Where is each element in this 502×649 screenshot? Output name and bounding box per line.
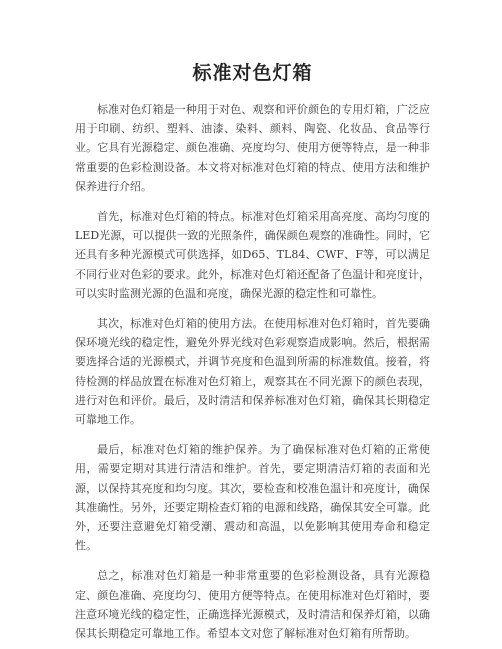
paragraph-intro: 标准对色灯箱是一种用于对色、观察和评价颜色的专用灯箱，广泛应用于印刷、纺织、塑料、油漆、染料、颜料、陶瓷、化妆品、食品等行业。它具有光源稳定、颜色准确、亮度均匀、使用方便等特点，是一种非常重要的色彩检测设备。本文将对标准对色灯箱的特点、使用方法和维护保养进行介绍。 <box>75 103 430 193</box>
paragraph-usage: 其次，标准对色灯箱的使用方法。在使用标准对色灯箱时，首先要确保环境光线的稳定性，避免外界光线对色彩观察造成影响。然后，根据需要选择合适的光源模式，并调节亮度和色温到所需的标准数值。接着，将待检测的样品放置在标准对色灯箱上，观察其在不同光源下的颜色表现，进行对色和评价。最后，及时清洁和保养标准对色灯箱，确保其长期稳定可靠地工作。 <box>75 317 430 427</box>
paragraph-maintenance: 最后，标准对色灯箱的维护保养。为了确保标准对色灯箱的正常使用，需要定期对其进行清洁和维护。首先，要定期清洁灯箱的表面和光源，以保持其亮度和均匀度。其次，要检查和校准色温计和亮度计，确保其准确性。另外，还要定期检查灯箱的电源和线路，确保其安全可靠。此外，还要注意避免灯箱受潮、震动和高温，以免影响其使用寿命和稳定性。 <box>75 443 430 553</box>
document-title: 标准对色灯箱 <box>192 62 313 84</box>
document-body <box>75 100 430 643</box>
paragraph-features: 首先，标准对色灯箱的特点。标准对色灯箱采用高亮度、高均匀度的LED光源，可以提供一致的光照条件，确保颜色观察的准确性。同时，它还具有多种光源模式可供选择，如D65、TL84、CWF、F等，可以满足不同行业对色彩的要求。此外，标准对色灯箱还配备了色温计和亮度计，可以实时监测光源的色温和亮度，确保光源的稳定性和可靠性。 <box>75 210 430 300</box>
paragraph-conclusion: 总之，标准对色灯箱是一种非常重要的色彩检测设备，具有光源稳定、颜色准确、亮度均匀、使用方便等特点。在使用标准对色灯箱时，要注意环境光线的稳定性，正确选择光源模式，及时清洁和保养灯箱，以确保其长期稳定可靠地工作。希望本文对您了解标准对色灯箱有所帮助。 <box>75 569 430 641</box>
